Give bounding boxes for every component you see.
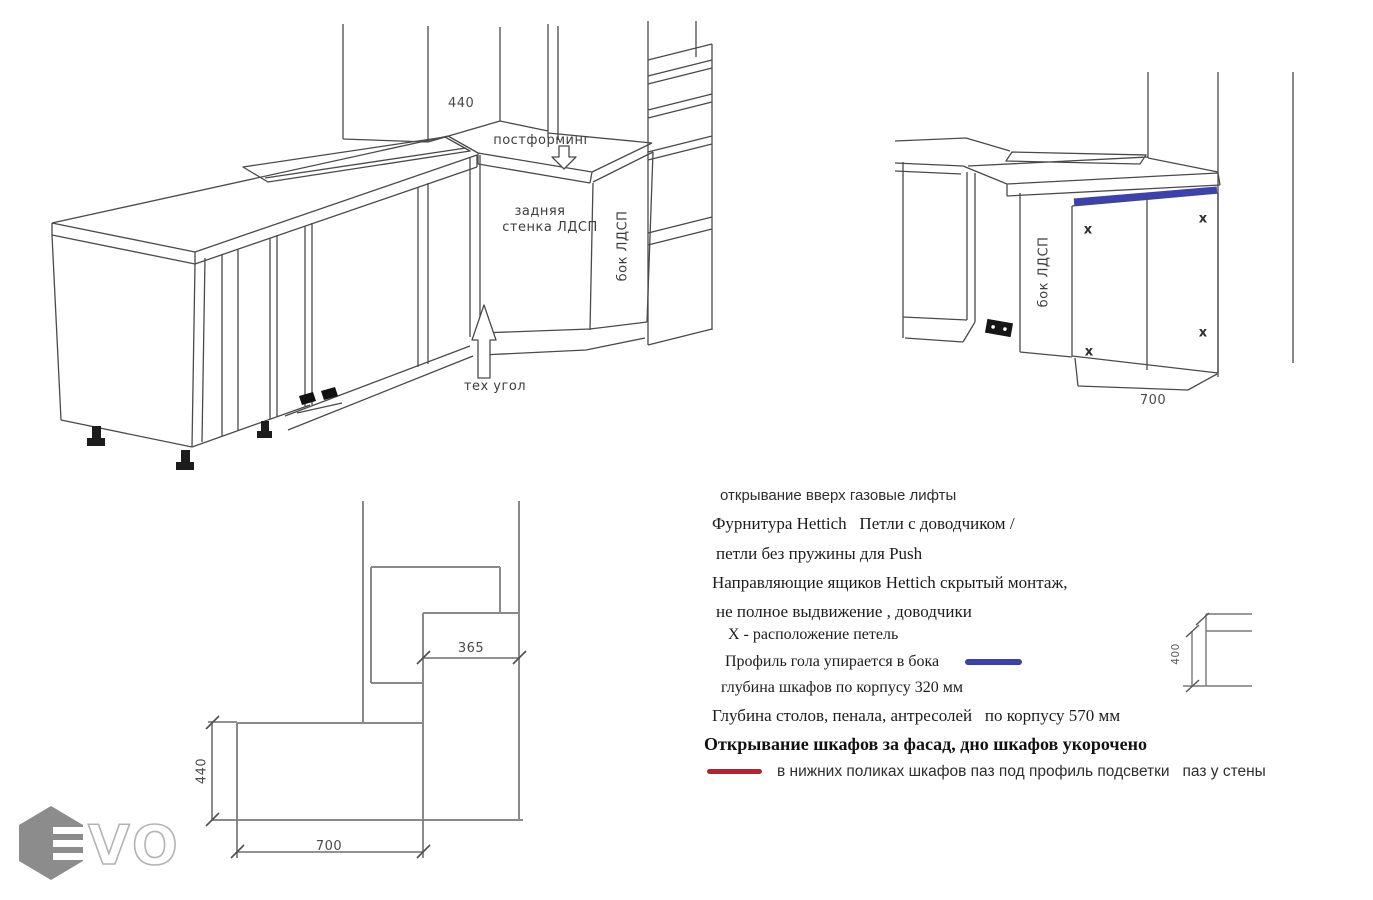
note-depth-570: Глубина столов, пенала, антресолей по корпусу 570 мм — [712, 706, 1121, 725]
note-partial-extension: не полное выдвижение , доводчики — [716, 602, 972, 621]
width-dim-label-right: 700 — [1139, 393, 1167, 408]
plan-dimension-ticks — [206, 651, 526, 858]
tall-drawer-unit — [648, 21, 712, 345]
tech-corner-label: тех угол — [463, 379, 527, 394]
iso-right-drawing — [895, 72, 1293, 390]
counters — [895, 138, 1220, 196]
note-drawer-slides: Направляющие ящиков Hettich скрытый монтаж, — [712, 573, 1068, 592]
plan-height-dim-label: 440 — [194, 757, 210, 785]
side-panel-label-left: бок ЛДСП — [615, 210, 631, 282]
detail-lines — [1183, 614, 1252, 686]
postforming-label: постформинг — [493, 133, 591, 148]
side-panel-label-right: бок ЛДСП — [1036, 236, 1052, 308]
evo-logo — [19, 806, 181, 880]
logo-e-bars — [53, 827, 86, 860]
plan-outline — [212, 501, 523, 820]
iso-left-drawing — [52, 21, 712, 470]
note-gas-lifts: открывание вверх газовые лифты — [720, 487, 957, 504]
note-backlight-groove: в нижних поликах шкафов паз под профиль подсветки паз у стены — [777, 763, 1266, 780]
wall-lines — [343, 24, 558, 142]
left-cabinet-fragment — [903, 162, 975, 342]
base-cabinet — [52, 183, 473, 447]
wall-dim-label: 440 — [448, 96, 475, 111]
cooktop — [243, 137, 470, 182]
wall-panels — [1148, 72, 1293, 377]
plan-drawing — [206, 501, 526, 858]
hinge-position-marker: x — [1083, 222, 1093, 238]
note-facade-opening: Открывание шкафов за фасад, дно шкафов укорочено — [704, 734, 1147, 754]
hinge-position-marker: x — [1084, 344, 1094, 360]
note-hettich-hinges: Фурнитура Hettich Петли с доводчиком / — [712, 514, 1015, 533]
plan-width-dim-label: 700 — [315, 839, 343, 854]
hinge-position-marker: x — [1198, 325, 1208, 341]
back-wall-label-line2: стенка ЛДСП — [502, 220, 598, 235]
note-cabinet-depth-320: глубина шкафов по корпусу 320 мм — [721, 679, 963, 696]
detail-height-dim-label: 400 — [1170, 643, 1182, 665]
note-push-hinges: петли без пружины для Push — [716, 544, 923, 563]
section-detail-drawing — [1183, 613, 1252, 692]
note-hinge-location: Х - расположение петель — [728, 626, 899, 643]
tech-corner-arrow-icon — [472, 305, 496, 378]
countertop — [52, 136, 477, 264]
note-gola-profile: Профиль гола упирается в бока — [725, 653, 940, 670]
logo-letters: VO — [88, 814, 181, 877]
back-wall-label-line1: задняя — [514, 204, 566, 219]
hinge-position-marker: x — [1198, 211, 1208, 227]
backlight-groove-legend-line — [707, 769, 762, 774]
plan-depth-dim-label: 365 — [457, 641, 485, 656]
gola-profile-legend-line — [965, 659, 1022, 665]
socket-block — [985, 319, 1013, 337]
